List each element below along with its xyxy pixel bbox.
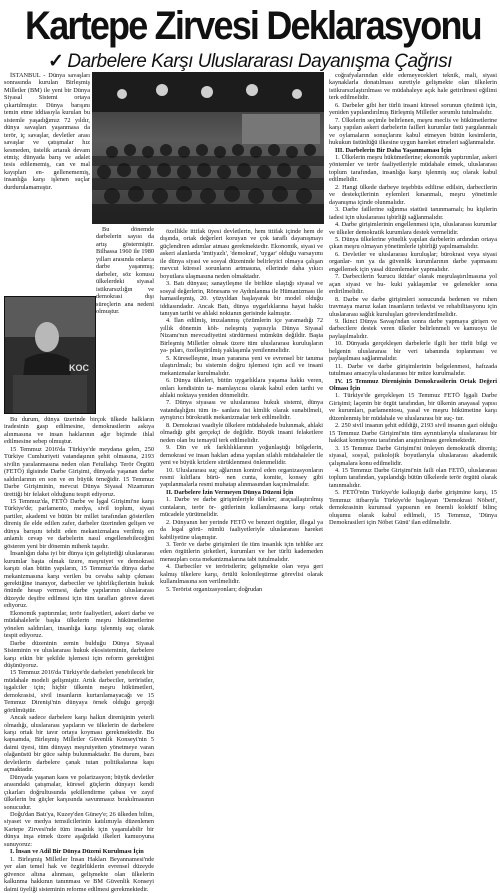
section-heading: IV. 15 Temmuz Direnişinin Demokrasilerin Ortak Değeri Olması İçin: [329, 377, 497, 393]
paragraph: Bu dönemde darbelerin sayısı da artış göstermiştir. Bilhassa 1960 ile 1980 yılları arasında onlarca darbe yaşanmış; darbeler, söz konusu ülkelerdeki siyasal istikrarsızlığın ve demokrasi dışı süreçlerin ana nedeni olmuştur.: [96, 226, 154, 315]
paragraph: 7. Dünya siyasası ve uluslararası hukuk sistemi, dünya vatandaşlığını tüm in- sanlara üst kimlik olarak sunabilmeli, ayrıştırıcı bürokratik mekanizmalar terk edilmelidir.: [160, 399, 323, 422]
paragraph: 5. Terörist organizasyonları; doğrudan: [166, 585, 263, 593]
paragraph: 1. Türkiye'de gerçekleşen 15 Temmuz FETÖ İşgali Darbe Girişimi; laçenin bir örgüt tarafından, bir ülkenin anayasal yapısı ve kurumları, parlamentosu, yasal ve meşru hükümetine karşı düzenlenmiş bir müdahale ve uluslararası bir suç- tur.: [329, 392, 497, 422]
paragraph: 4. İlan edilmiş, imzalanmış çözümlerin içe yaramadığı 72 yıllık dönemin köh- neleşmiş yapısıyla Dünya Siyasal Nizamı'nın mevcudiyetini sürdürmesi mümkün değildir. Başta Birleşmiş Milletler olmak üzere tüm uluslararası kuruluşların ya- pıları, özelleştirilmiş yaklaşımla yenilenmelidir.: [160, 317, 323, 355]
paragraph: Doğu'dan Batı'ya, Kuzey'den Güney'e; 26 ülkeden bilim, siyaset ve medya temsilcilerinin katılımıyla düzenlenen Kartepe Zirvesi'nde tüm insanlık için yaşanılabilir bir dünya inşa etmek üzere aşağıdaki ilkeleri kamuoyuna sunuyoruz:: [4, 811, 154, 848]
paragraph: 1. Birleşmiş Milletler İnsan Hakları Beyannamesi'nde yer alan temel hak ve özgürlüklerin evrensel düzeyde güvence altına alınması, gelişmekte olan ülkelerin kalkınma hakkının tanınması ve BM Güvenlik Konseyi daimi üyeliği sisteminin reforme edilmesi gerekmektedir.: [4, 855, 154, 893]
paragraph: 2. Dünyanın her yerinde FETÖ ve benzeri örgütler, illegal ya da legal görü- nümlü faaliyetleriyle uluslararası hareket kabiliyetine ulaşmıştır.: [160, 518, 323, 541]
paragraph: 2. 250 sivil insanın şehit edildiği, 2193 sivil insanın gazi olduğu 15 Temmuz Darbe Girişimi'nin tüm ayrıntılarıyla uluslararası bir hakikat komisyonu tarafından araştırılması gerekmektedir.: [329, 422, 497, 445]
column-1-top: [4, 72, 90, 294]
paragraph: 10. Uluslararası suç ağlarının kontrol eden organizasyonların resmi kılıflara bürü- nen cunta, komite, konsey gibi yapılanmalarla resmi muhatap alınmasından kaçınılmalıdır.: [160, 466, 323, 489]
paragraph: 1. Ülkelerin meşru hükümetlerine; ekonomik yaptırımlar, askeri yöntemler ve terör faaliyetleriyle müdahale etmek, uluslararası toplum tarafından, insanlığa karşı işlenmiş suç olarak kabul edilmelidir.: [329, 153, 497, 184]
conference-photo: [92, 72, 324, 224]
column-3: [329, 72, 497, 842]
speaker-photo: [4, 296, 96, 414]
paragraph: 4. Darbeciler ve teröristlerin; gelişmekte olan veya geri kalmış ülkelere karşı, örtülü kolonileştirme görevlisi olarak kullanılmasına son verilmelidir.: [160, 563, 323, 586]
paragraph: 5. FETÖ'nün Türkiye'de kalkıştığı darbe girişimine karşı, 15 Temmuz itibarıyla Türkiye'de başlayan 'Demokrasi Nöbeti', demokrasinin kurumsal yapısının en önemli kolektif bilinç oluşumu olarak kabul edilmeli, 15 Temmuz, 'Dünya Demokrasileri için Nöbet Günü' ilan edilmelidir.: [329, 489, 497, 527]
paragraph: 9. İkinci Dünya Savaşı'ndan sonra darbe yapmaya girişen ve darbecilere destek veren ülkeler belirlenmeli ve kamuoyu ile paylaşılmalıdır.: [329, 317, 497, 340]
paragraph: 6. Devletler ve uluslararası kuruluşlar; bürokrasi veya siyasi organlar- nın ya da güvenlik kurumlarının darbe yapmasını engellemek için yasal düzenlemeler yapmalıdır.: [329, 250, 497, 273]
paragraph: 6. Darbeler gibi her türlü insani küresel sorunun çözümü için, yeniden yapılandırılmış Birleşmiş Milletler sorumlu tutulmalıdır.: [329, 101, 497, 117]
paragraph: Darbe düzeninin zemin bulduğu Dünya Siyasal Sisteminin ve uluslararası hukuk ekosisteminin, darbelere karşı etkin bir şekilde işlemesi için reform gerektiğini düşünüyoruz.: [4, 639, 154, 669]
headline: Kartepe Zirvesi Deklarasyonu: [25, 4, 481, 48]
conference-hall-image: [92, 72, 324, 224]
paragraph: 7. Darbecilerin 'kurucu iktidar' olarak meşrulaştırılmasına yol açan siyasi ve hu- kuki yaklaşımlar ve gelenekler sona erdirilmelidir.: [329, 273, 497, 296]
paragraph: 8. Demokrasi vaadiyle ülkelere müdahalede bulunmak, ahlaki olmadığı gibi gerçekçi de değildir. Büyük insani felaketlere neden olan bu temayül terk edilmelidir.: [160, 421, 323, 444]
column-1-middle: [96, 226, 154, 414]
paragraph: İnsanlığın daha iyi bir dünya için geliştirdiği uluslararası kurumlar başta olmak üzere, meşruiyet ve demokrasi karşıtı olan bütün yapıların, 15 Temmuz'da dünya darbe mekanizmasına karşı verilen bu cevaba sahip çıkması gerektiğine inanıyor, darbeciler ve işbirlikçilerinin hukuk önünde hesap vermesi, darbe yapılarının uluslararası düzeyde deşifre edilmesi için tüm tarafları göreve davet ediyoruz.: [4, 550, 154, 610]
paragraph: 4. Darbe girişimlerinin engellenmesi için, uluslararası kurumlar ve ülkeler demokratik kurumlara destek vermelidir.: [329, 221, 497, 236]
paragraph: 3. Batı dünyası; sanayileşme ile birlikte ulaştığı siyasal ve sosyal değerlerin, Rönesans ve Aydınlanma ile Hümanizması ile hamasileşmiş, 20. yüzyıldan başlayarak bir model olduğu iddiasındadır. Ancak Batı, dünya uygarlıklarına hayat hakkı tanıyan tarihi ve ahlaki noktanın gerisinde kalmıştır.: [160, 280, 323, 317]
paragraph: Bu durum, dünya üzerinde birçok ülkede halkların iradesinin gasp edilmesine, demokrasilerin askıya alınmasına ve insan haklarının ağır biçimde ihlal edilmesine sebep olmuştur.: [4, 416, 154, 446]
section-heading: II. Darbelere İzin Vermeyen Dünya Düzeni İçin: [166, 488, 294, 496]
paragraph: 6. Dünya ülkeleri, bütün uygarlıklara yaşama hakkı veren, onları kendisinin ta- mamlayıcısı olarak kabul eden tarihi ve ahlaki noktaya yeniden dönmelidir.: [160, 377, 323, 399]
paragraph: 15 Temmuz 2016'da Türkiye'de meydana gelen, 250 Türkiye Cumhuriyeti vatandaşının şehit olmasına, 2193 sivilin yaralanmasına neden olan Fetullahçı Terör Örgütü (FETÖ) ilgisinde Darbe Girişimi, dünyada yaşanan darbe saldırılarının en son ve en büyük örneğidir. 15 Temmuz Darbe Girişiminin, mevcut Dünya Siyasal Nizamının ürettiği bir felaket olduğunu tespit ediyoruz.: [4, 445, 154, 498]
paragraph: 11. Darbe ve darbe girişimlerinin belgelenmesi, hafızada tutulması amacıyla uluslararası bir müze kurulmalıdır.: [329, 362, 497, 378]
subhead: [0, 50, 500, 73]
speaker-image: [5, 297, 95, 413]
paragraph: 15 Temmuz 2016'da Türkiye'de darbeleri yenebilecek bir müdahale modeli gelişmiştir. Artık darbeciler, teröristler, işgalciler için; hiçbir ülkenin meşru hükümetleri, demokrasisi, sivil insanların kurtarılamayacağı ve 15 Temmuz Direnişi'nin dünyaya örnek olduğu gerçeği görülmüştür.: [4, 669, 154, 714]
paragraph: 8. Darbe ve darbe girişimleri sonucunda bedenen ve ruhen travmaya maruz kalan insanların tedavisi ve rehabilitasyonu için uluslararası sağlık kuruluşları görevlendirilmelidir.: [329, 295, 497, 318]
subhead-text: Darbelere Karşı Uluslararası Dayanışma Çağrısı: [67, 51, 452, 72]
paragraph: 2. Hangi ülkede darbeye teşebbüs edilirse edilsin, darbecilerin ve destekçilerinin eylemleri kınanmalı, meşru yönetimle dayanışma içinde olunmalıdır.: [329, 183, 497, 206]
paragraph: 3. Terör ve darbe girişimleri ile tüm insanlık için tehlike arz eden örgütlerin şirketleri, kurumları ve her türlü kademeden mensupları ceza mekanizmalarına tabi tutulmalıdır.: [160, 541, 323, 563]
paragraph: 1. Darbe ve darbe girişimleriyle ülkeler; araçsallaştırılmış cuntaların, terör ör- gütlerinin kullanılmasına karşı ortak mücadele yürütmelidir.: [160, 496, 323, 519]
paragraph: Dünyada yaşanan kaos ve polarizasyon; büyük devletler arasındaki çatışmalar, küresel güçlerin dünyayı kendi çıkarları doğrultusunda şekillendirme çabası ve zayıf ülkelerin bu güçler karşısında savunmasız bırakılmasının sonucudur.: [4, 773, 154, 811]
paragraph: 4. 15 Temmuz Darbe Girişimi'nin faili olan FETÖ, uluslararası toplum tarafından, yapılandığı bütün ülkelerde terör örgütü olarak tanınmalıdır.: [329, 467, 497, 489]
paragraph: Ekonomik yaptırımlar, terör faaliyetleri, askeri darbe ve müdahalelerle başka ülkelerin meşru hükümetlerine yönelen saldırıları, insanlığa karşı işlenmiş suç olarak tespit ediyoruz.: [4, 609, 154, 640]
check-icon: ✓: [47, 51, 64, 72]
paragraph: 7. Ülkelerin seçimle belirlenen, meşru meclis ve hükümetlerine karşı yapılan askeri darbelerin failleri kurumlar üstü yargılanmalı ve oylamaların sonuçlarını kabul etmeyen bütün kesimlerin, hukukun üstünlüğü ilkesine uygun hareket etmeleri sağlanmalıdır.: [329, 116, 497, 147]
paragraph: 15 Temmuz'da, FETÖ Darbe ve İşgal Girişimi'ne karşı Türkiye'de; parlamento, medya, sivil toplum, siyasi partiler, akademi ve bütün bir millet tarafından gösterilen direniş ile elde edilen zafer, darbeler üzerinden gelişen ve dünya barışını tehdit eden mekanizmalara verilmiş en anlamlı cevap ve darbelerin nasıl engellenebileceğini gösteren yeni bir dönemin mihenk taşıdır.: [4, 497, 154, 550]
paragraph: özellikle ittifak üyesi devletlerin, hem ittifak içinde hem de dışında, ortak değerleri koruyan ve çok taraflı dayanışmayı güçlendiren adımlar atması gerekmektedir. Ekonomik, siyasi ve askeri alanlarda 'imtiyazlı', 'demokrat', 'uygar' olduğu varsayımı ile dünya siyasi ve sosyal düzeninde belirleyici olmaya çalışan mevcut küresel sorunların artmasına, ellerinde daha yıkıcı boyutlara ulaşmasına neden olmaktadır.: [160, 228, 323, 280]
paragraph: Ancak sadece darbelere karşı halkın direnişinin yeterli olmadığı, uluslararası yapıların ve ülkelerin de darbelere karşı ortak bir tavır ortaya koyması gerekmektedir. Bu kapsamda, Birleşmiş Milletler Güvenlik Konseyi'nin 5 daimi üyesi, tüm dünyayı meşruiyetten yönetmeye varan olağanüstü bir güce sahip bulunmaktadır. Bu durum, bazı devletlerin darbelere çanak tutan politikalarına kapı açmaktadır.: [4, 714, 154, 774]
paragraph: 9. Din ve ırk farklılıklarının yoğunlaştığı bölgelerin, demokrasi ve insan hakları adına yapılan silahlı müdahaleler ile yeni ve büyük krizlere sürüklenmesi önlenmelidir.: [160, 444, 323, 467]
paragraph: İSTANBUL - Dünya savaşları sonrasında kurulan Birleşmiş Milletler (BM) ile yeni bir Dünya Siyasal Sistemi ortaya çıkartılmıştır. Dünya barışını temin etme iddiasıyla kurulan bu sistemle yaşadığımız 72 yıldır, dünya savaşları yaşanmasa da terör, iç savaşlar, devletler arası savaşlar ve çatışmalar hız kesmeden, üstelik artarak devam etmiş; dünyada barış ve adalet tesis edilememiş, can ve mal kayıpları en- gellenememiş, insanlığa karşı işlenen suçlar durdurulamamıştır.: [4, 72, 90, 191]
section-heading: I. İnsan ve Adil Bir Dünya Düzeni Kurulması İçin: [10, 848, 144, 856]
section-heading: III. Darbelerin Bir Daha Yaşanmaması İçin: [335, 146, 452, 154]
podium-label: KOC: [69, 363, 89, 373]
paragraph: 3. 15 Temmuz Darbe Girişimi'ni önleyen demokratik direniş; siyasal, sosyal, psikolojik boyutlarıyla uluslararası akademik çalışmalara konu edilmelidir.: [329, 444, 497, 467]
paragraph: 3. Darbe faillerine sığınma statüsü tanınmamalı; bu kişilerin iadesi için uluslararası işbirliği sağlanmalıdır.: [329, 206, 497, 221]
paragraph: 5. Küreselleşme, insan yaranına yeni ve evrensel bir tanıma ulaştırılmalı; bu sistemin doğru işlemesi için acil ve insani mekanizmalar kurulmalıdır.: [160, 354, 323, 377]
paragraph: 5. Dünya ülkelerine yönelik yapılan darbelerin ardından ortaya çıkan meşru olmayan yönetimlerle işbirliği yapılmamalıdır.: [329, 235, 497, 251]
paragraph: coğrafyalarından elde edemeyecekleri teknik, mali, siyasi kaynaklarla donatılması suretiyle gelişmekte olan ülkelerin istikrarsızlaştırılması ve müdahaleye açık hale getirilmesi eğilimi terk edilmelidir.: [329, 72, 497, 102]
paragraph: 10. Dünyada gerçekleşen darbelerle ilgili her türlü bilgi ve belgenin uluslararası bir veri tabanında toplanması ve paylaşılması sağlanmalıdır.: [329, 340, 497, 363]
column-2: [160, 228, 323, 842]
column-1-bottom: [4, 416, 154, 893]
